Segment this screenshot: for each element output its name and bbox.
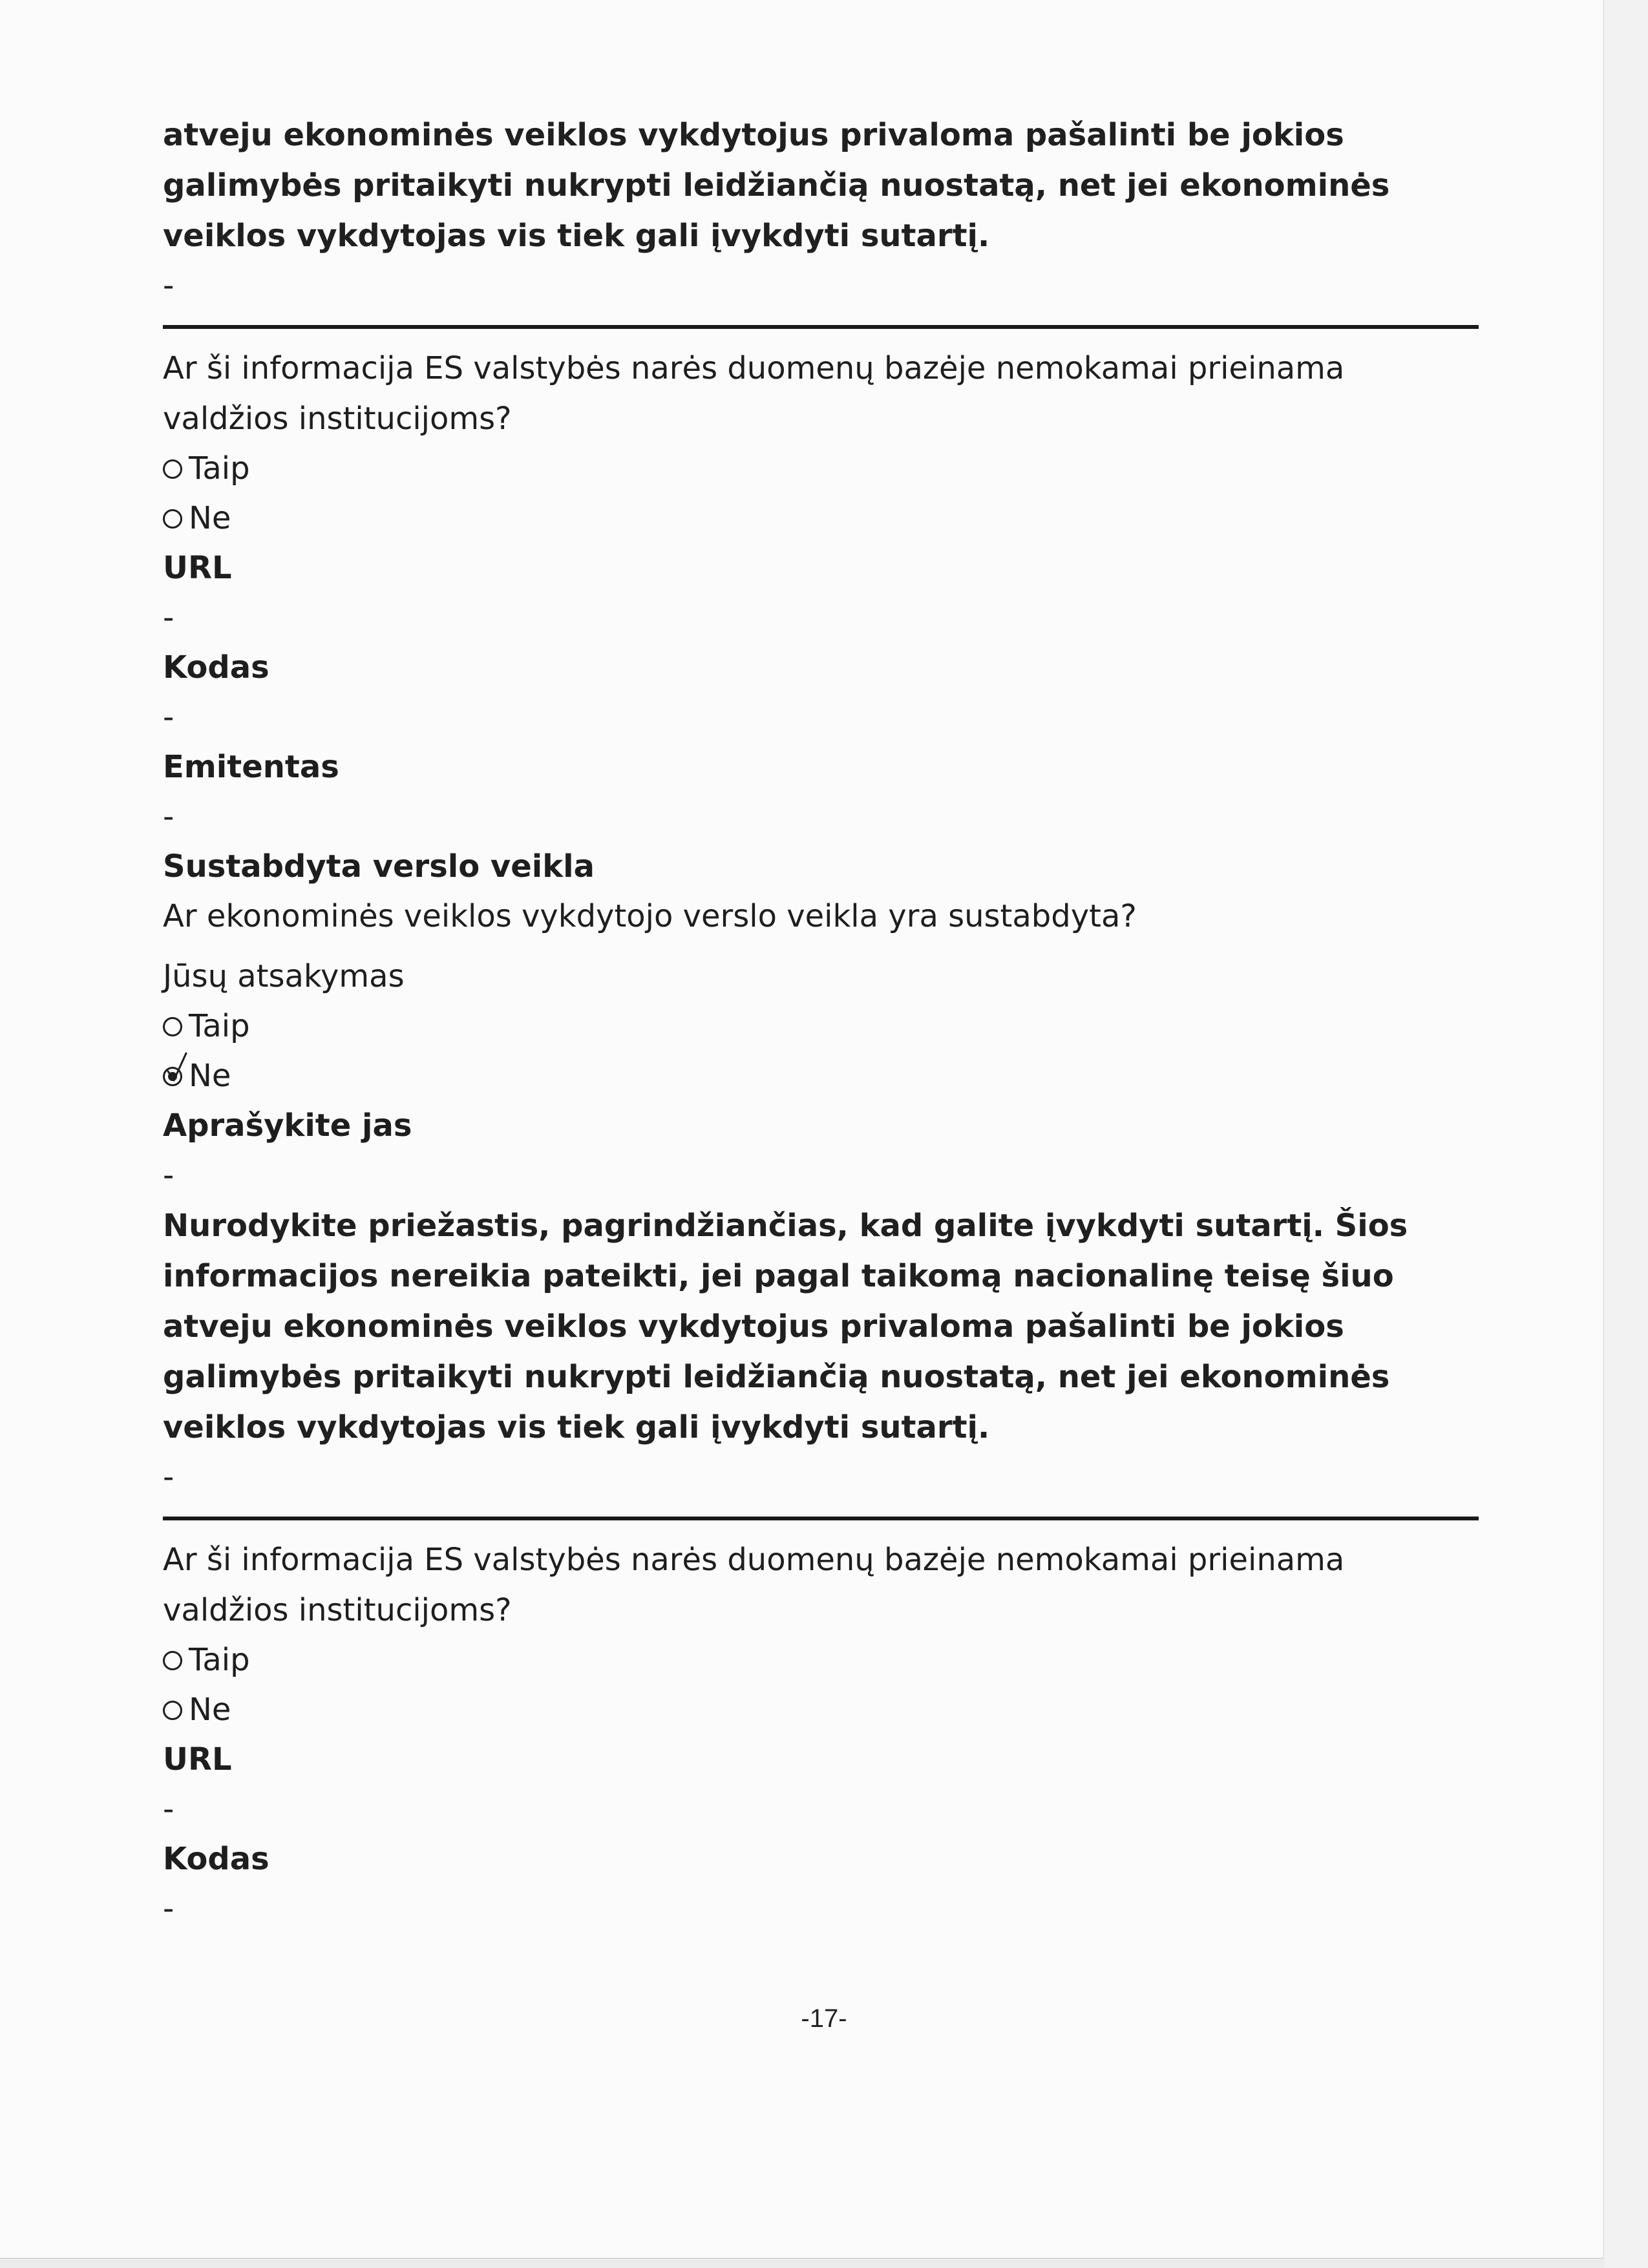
radio-checked-icon[interactable] xyxy=(163,1067,182,1086)
url-label: URL xyxy=(163,550,232,586)
paragraph-line: veiklos vykdytojas vis tiek gali įvykdyti sutartį. xyxy=(163,218,990,254)
section-divider xyxy=(163,1517,1479,1520)
handwritten-check-icon xyxy=(166,1052,188,1084)
section-title: Sustabdyta verslo veikla xyxy=(163,848,595,885)
paragraph-line: atveju ekonominės veiklos vykdytojus privaloma pašalinti be jokios xyxy=(163,1308,1344,1345)
paragraph-line: Nurodykite priežastis, pagrindžiančias, kad galite įvykdyti sutartį. Šios xyxy=(163,1208,1408,1244)
option-no[interactable] xyxy=(163,1685,1479,1735)
continued-paragraph xyxy=(163,110,1479,261)
paragraph-line: galimybės pritaikyti nukrypti leidžiančią nuostatą, net jei ekonominės xyxy=(163,1359,1390,1395)
radio-circle-icon[interactable] xyxy=(163,1017,182,1036)
describe-value: - xyxy=(163,1157,174,1193)
code-value: - xyxy=(163,699,174,735)
option-no-label: Ne xyxy=(189,1692,231,1728)
paragraph-line: informacijos nereikia pateikti, jei pagal taikomą nacionalinę teisę šiuo xyxy=(163,1258,1394,1294)
paragraph-value: - xyxy=(163,268,174,304)
page-number: -17- xyxy=(801,2004,847,2033)
issuer-label: Emitentas xyxy=(163,749,339,785)
question-line: valdžios institucijoms? xyxy=(163,401,512,437)
radio-circle-icon[interactable] xyxy=(163,509,182,529)
reasons-paragraph xyxy=(163,1201,1479,1453)
option-yes-label: Taip xyxy=(189,1642,250,1678)
question-line: Ar ši informacija ES valstybės narės duomenų bazėje nemokamai prieinama xyxy=(163,350,1345,386)
availability-question-1 xyxy=(163,343,1479,444)
code-label: Kodas xyxy=(163,649,269,686)
radio-circle-icon[interactable] xyxy=(163,1651,182,1670)
answer-label: Jūsų atsakymas xyxy=(163,958,405,994)
radio-circle-icon[interactable] xyxy=(163,459,182,479)
document-page xyxy=(163,110,1479,1934)
code-value: - xyxy=(163,1891,174,1927)
scan-bottom-edge xyxy=(0,2258,1604,2268)
scan-edge xyxy=(1603,0,1648,2268)
option-no-selected[interactable] xyxy=(163,1051,1479,1101)
option-yes-label: Taip xyxy=(189,450,250,487)
question-line: Ar ši informacija ES valstybės narės duomenų bazėje nemokamai prieinama xyxy=(163,1542,1345,1578)
option-no-label: Ne xyxy=(189,1058,231,1094)
url-value: - xyxy=(163,600,174,636)
issuer-value: - xyxy=(163,799,174,835)
option-yes[interactable] xyxy=(163,1635,1479,1685)
suspended-question: Ar ekonominės veiklos vykdytojo verslo veikla yra sustabdyta? xyxy=(163,898,1137,934)
reasons-value: - xyxy=(163,1459,174,1495)
availability-question-2 xyxy=(163,1535,1479,1635)
question-line: valdžios institucijoms? xyxy=(163,1592,512,1628)
option-no-label: Ne xyxy=(189,500,231,536)
paragraph-line: atveju ekonominės veiklos vykdytojus privaloma pašalinti be jokios xyxy=(163,117,1344,153)
option-no[interactable] xyxy=(163,494,1479,543)
describe-label: Aprašykite jas xyxy=(163,1108,412,1144)
section-divider xyxy=(163,325,1479,329)
option-yes[interactable] xyxy=(163,1002,1479,1051)
paragraph-line: galimybės pritaikyti nukrypti leidžiančią nuostatą, net jei ekonominės xyxy=(163,167,1390,204)
code-label: Kodas xyxy=(163,1841,269,1877)
radio-circle-icon[interactable] xyxy=(163,1701,182,1720)
url-label: URL xyxy=(163,1741,232,1778)
url-value: - xyxy=(163,1791,174,1827)
paragraph-line: veiklos vykdytojas vis tiek gali įvykdyti sutartį. xyxy=(163,1409,990,1445)
option-yes-label: Taip xyxy=(189,1008,250,1044)
option-yes[interactable] xyxy=(163,444,1479,494)
